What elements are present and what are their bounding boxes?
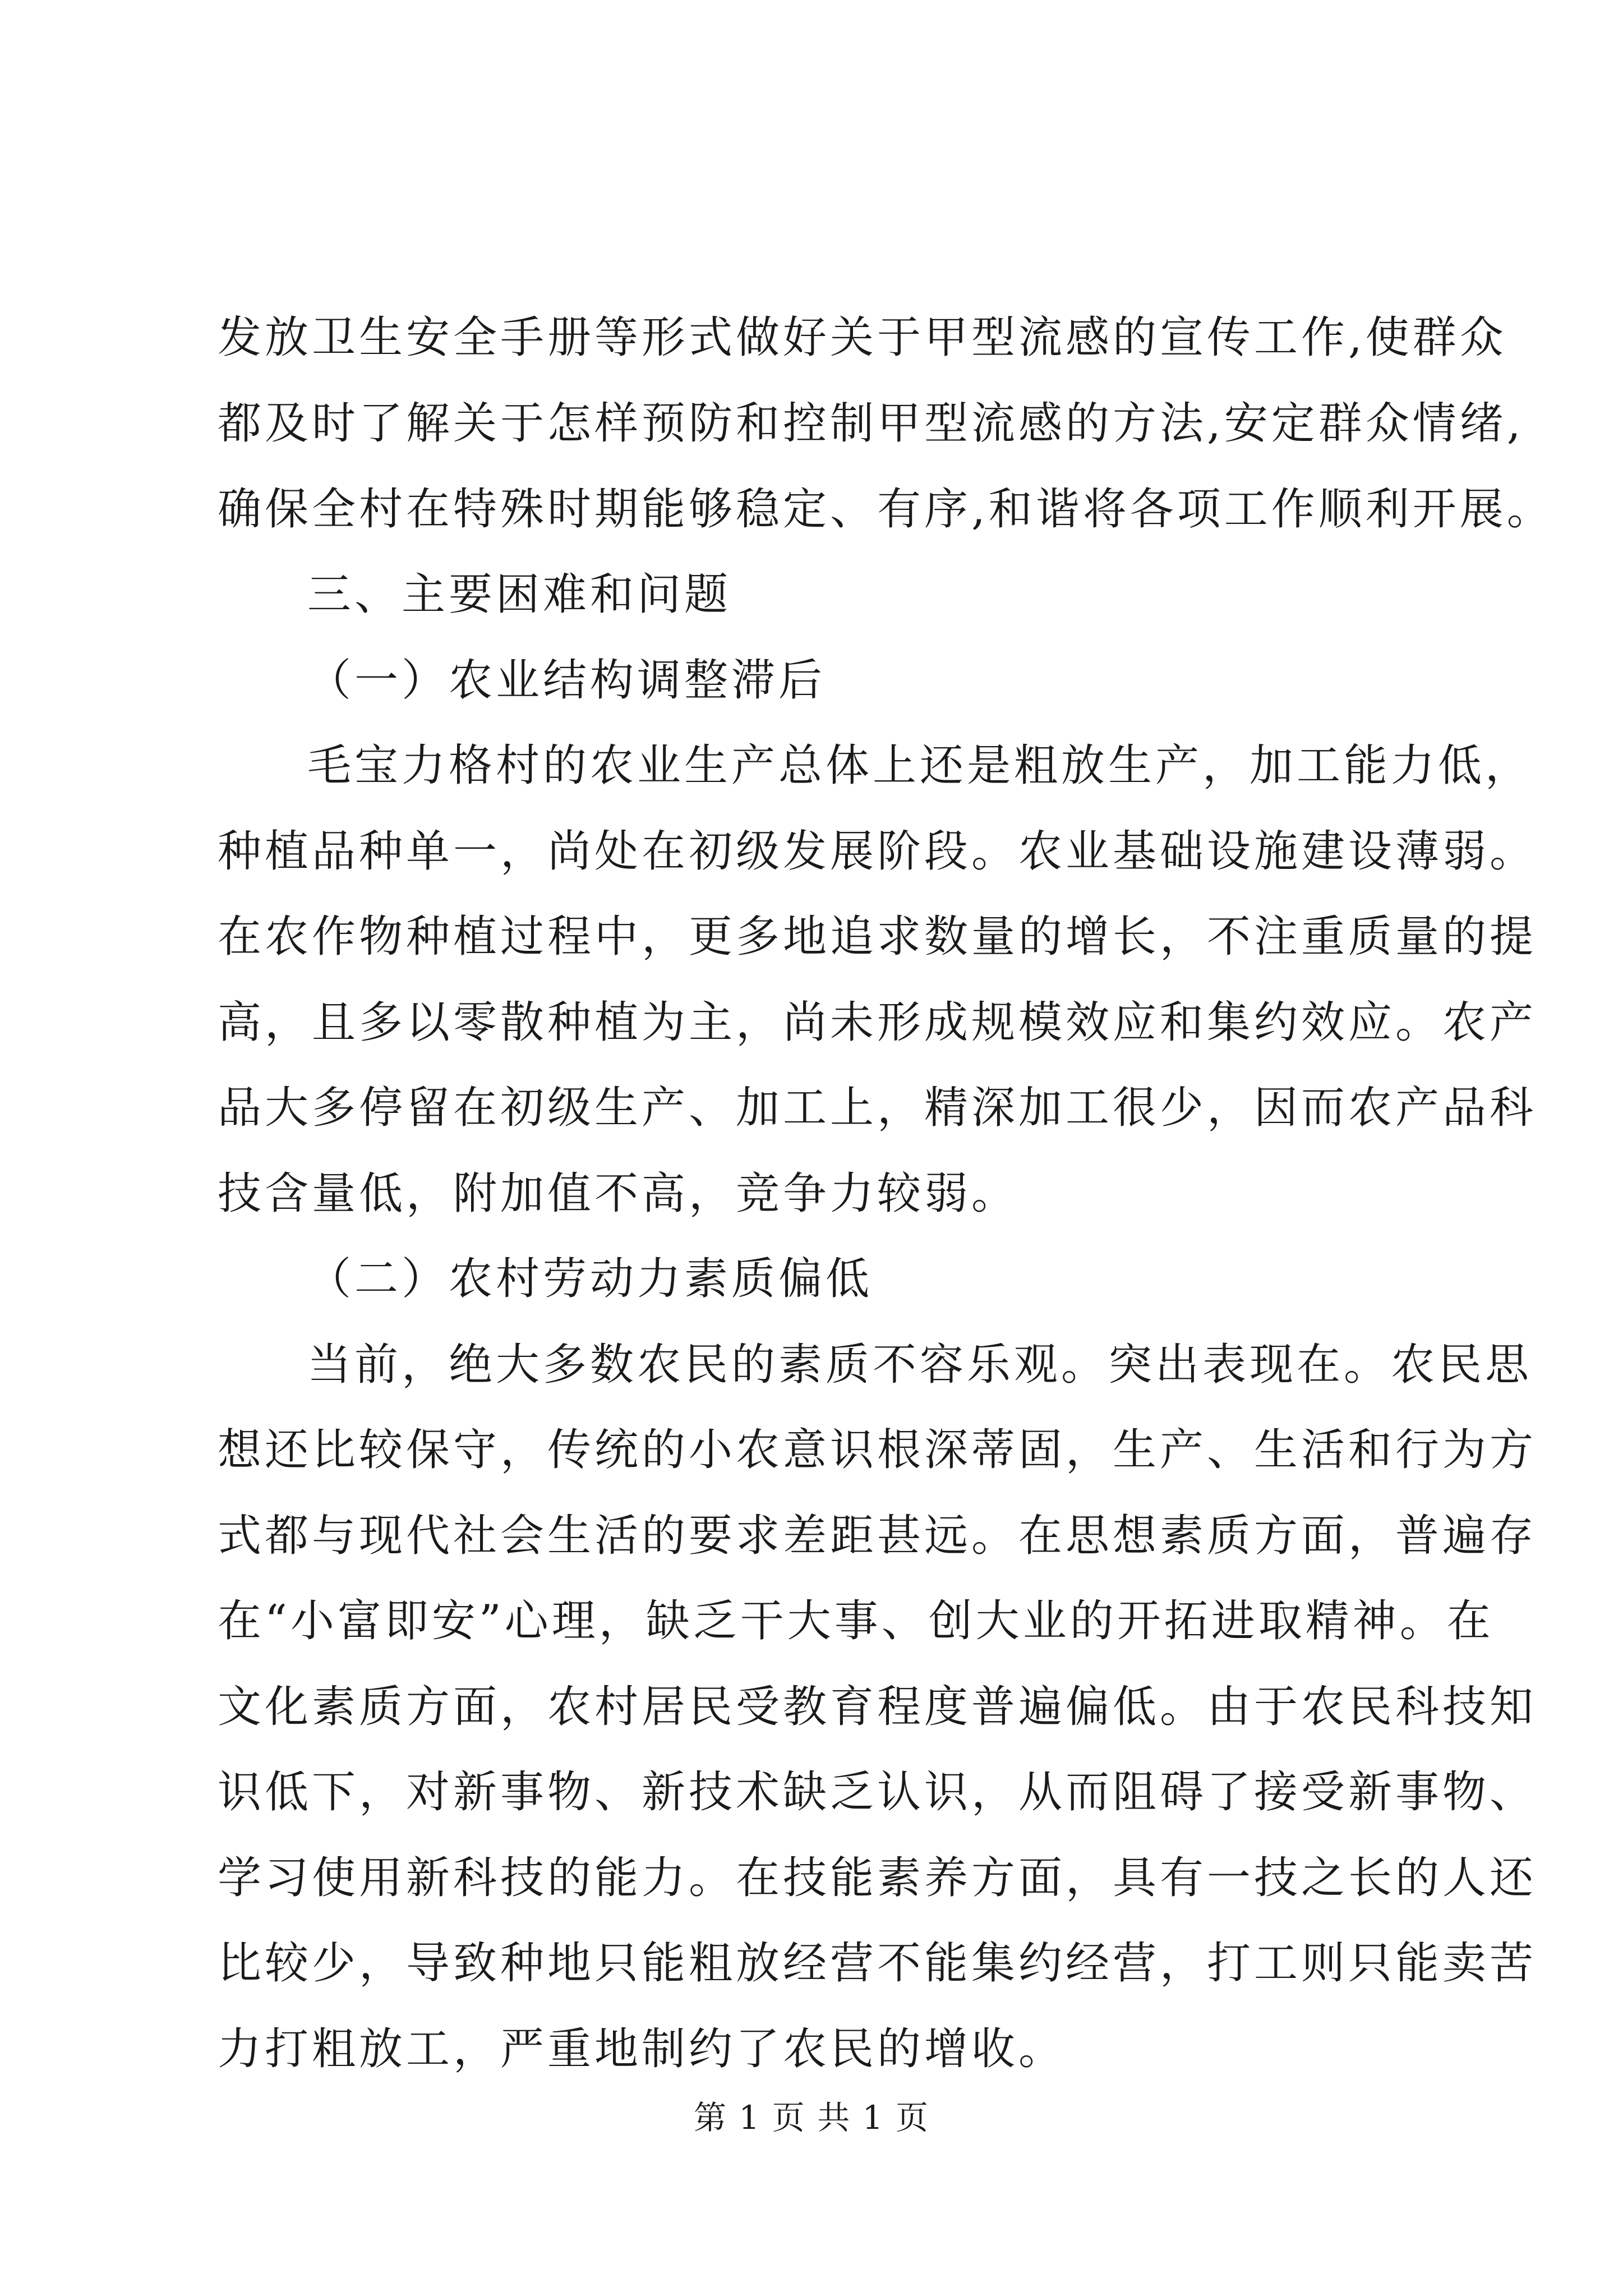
subsection-heading: （二）农村劳动力素质偏低 <box>307 1254 873 1304</box>
paragraph-line: 识低下，对新事物、新技术缺乏认识，从而阻碍了接受新事物、 <box>218 1767 1537 1818</box>
paragraph-line: 确保全村在特殊时期能够稳定、有序,和谐将各项工作顺利开展。 <box>218 484 1554 535</box>
paragraph-line: 高，且多以零散种植为主，尚未形成规模效应和集约效应。农产 <box>218 997 1537 1048</box>
paragraph-line: 比较少，导致种地只能粗放经营不能集约经营，打工则只能卖苦 <box>218 1938 1537 1989</box>
paragraph-line: 毛宝力格村的农业生产总体上还是粗放生产，加工能力低， <box>307 740 1533 791</box>
section-heading: 三、主要困难和问题 <box>307 569 732 620</box>
paragraph-line: 想还比较保守，传统的小农意识根深蒂固，生产、生活和行为方 <box>218 1425 1537 1475</box>
paragraph-line: 文化素质方面，农村居民受教育程度普遍偏低。由于农民科技知 <box>218 1682 1537 1732</box>
paragraph-line: 式都与现代社会生活的要求差距甚远。在思想素质方面，普遍存 <box>218 1511 1537 1561</box>
paragraph-line: 技含量低，附加值不高，竞争力较弱。 <box>218 1168 1019 1219</box>
subsection-heading: （一）农业结构调整滞后 <box>307 655 826 706</box>
paragraph-line: 在“小富即安”心理，缺乏干大事、创大业的开拓进取精神。在 <box>218 1596 1494 1646</box>
page-footer: 第 1 页 共 1 页 <box>694 2099 929 2137</box>
paragraph-line: 发放卫生安全手册等形式做好关于甲型流感的宣传工作,使群众 <box>218 312 1507 363</box>
paragraph-line: 都及时了解关于怎样预防和控制甲型流感的方法,安定群众情绪, <box>218 398 1524 449</box>
paragraph-line: 力打粗放工，严重地制约了农民的增收。 <box>218 2024 1066 2074</box>
paragraph-line: 种植品种单一，尚处在初级发展阶段。农业基础设施建设薄弱。 <box>218 826 1537 877</box>
paragraph-line: 当前，绝大多数农民的素质不容乐观。突出表现在。农民思 <box>307 1340 1533 1390</box>
paragraph-line: 品大多停留在初级生产、加工上，精深加工很少，因而农产品科 <box>218 1083 1537 1133</box>
paragraph-line: 学习使用新科技的能力。在技能素养方面，具有一技之长的人还 <box>218 1853 1537 1903</box>
paragraph-line: 在农作物种植过程中，更多地追求数量的增长，不注重质量的提 <box>218 912 1537 962</box>
